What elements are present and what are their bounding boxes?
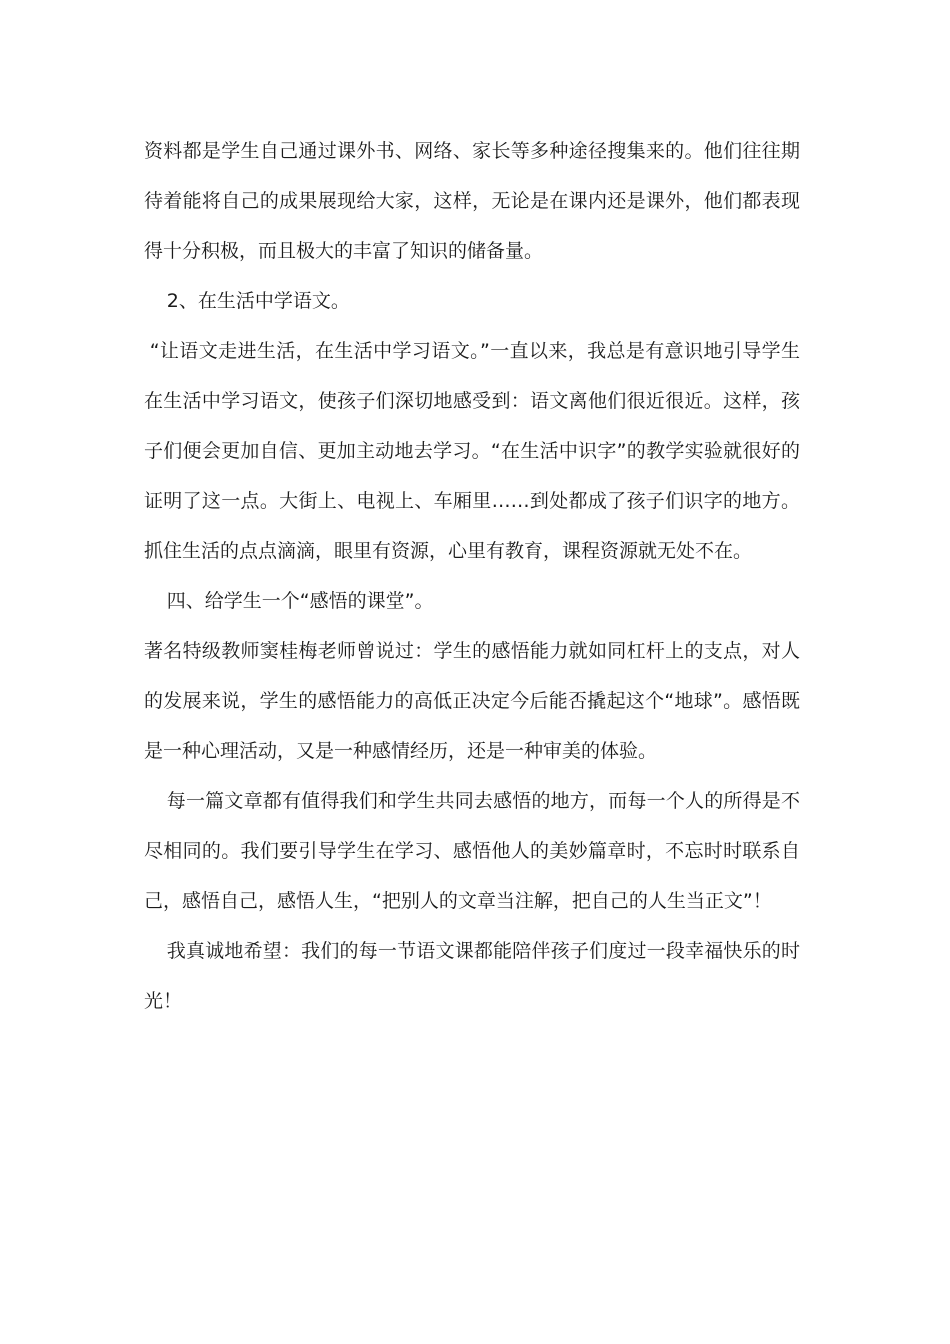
section-heading-insight-classroom: 四、给学生一个“感悟的课堂”。	[166, 590, 434, 612]
document-body	[144, 126, 800, 1026]
paragraph-insight-ability: 著名特级教师窦桂梅老师曾说过：学生的感悟能力就如同杠杆上的支点，对人的发展来说，学生的感悟能力的高低正决定今后能否撬起这个“地球”。感悟既是一种心理活动，又是一种感情经历，还是一种审美的体验。	[144, 640, 800, 762]
paragraph-every-article: 每一篇文章都有值得我们和学生共同去感悟的地方，而每一个人的所得是不尽相同的。我们要引导学生在学习、感悟他人的美妙篇章时，不忘时时联系自己，感悟自己，感悟人生，“把别人的文章当注解，把自己的人生当正文”！	[144, 790, 800, 912]
paragraph-closing-wish: 我真诚地希望：我们的每一节语文课都能陪伴孩子们度过一段幸福快乐的时光！	[144, 940, 800, 1012]
paragraph-continuation: 资料都是学生自己通过课外书、网络、家长等多种途径搜集来的。他们往往期待着能将自己的成果展现给大家，这样，无论是在课内还是课外，他们都表现得十分积极，而且极大的丰富了知识的储备量。	[144, 140, 800, 262]
paragraph-life-learning: “让语文走进生活，在生活中学习语文。”一直以来，我总是有意识地引导学生在生活中学习语文，使孩子们深切地感受到：语文离他们很近很近。这样，孩子们便会更加自信、更加主动地去学习。“在生活中识字”的教学实验就很好的证明了这一点。大街上、电视上、车厢里……到处都成了孩子们识字的地方。抓住生活的点点滴滴，眼里有资源，心里有教育，课程资源就无处不在。	[144, 340, 800, 562]
section-heading-life-chinese: 2、在生活中学语文。	[166, 290, 350, 312]
